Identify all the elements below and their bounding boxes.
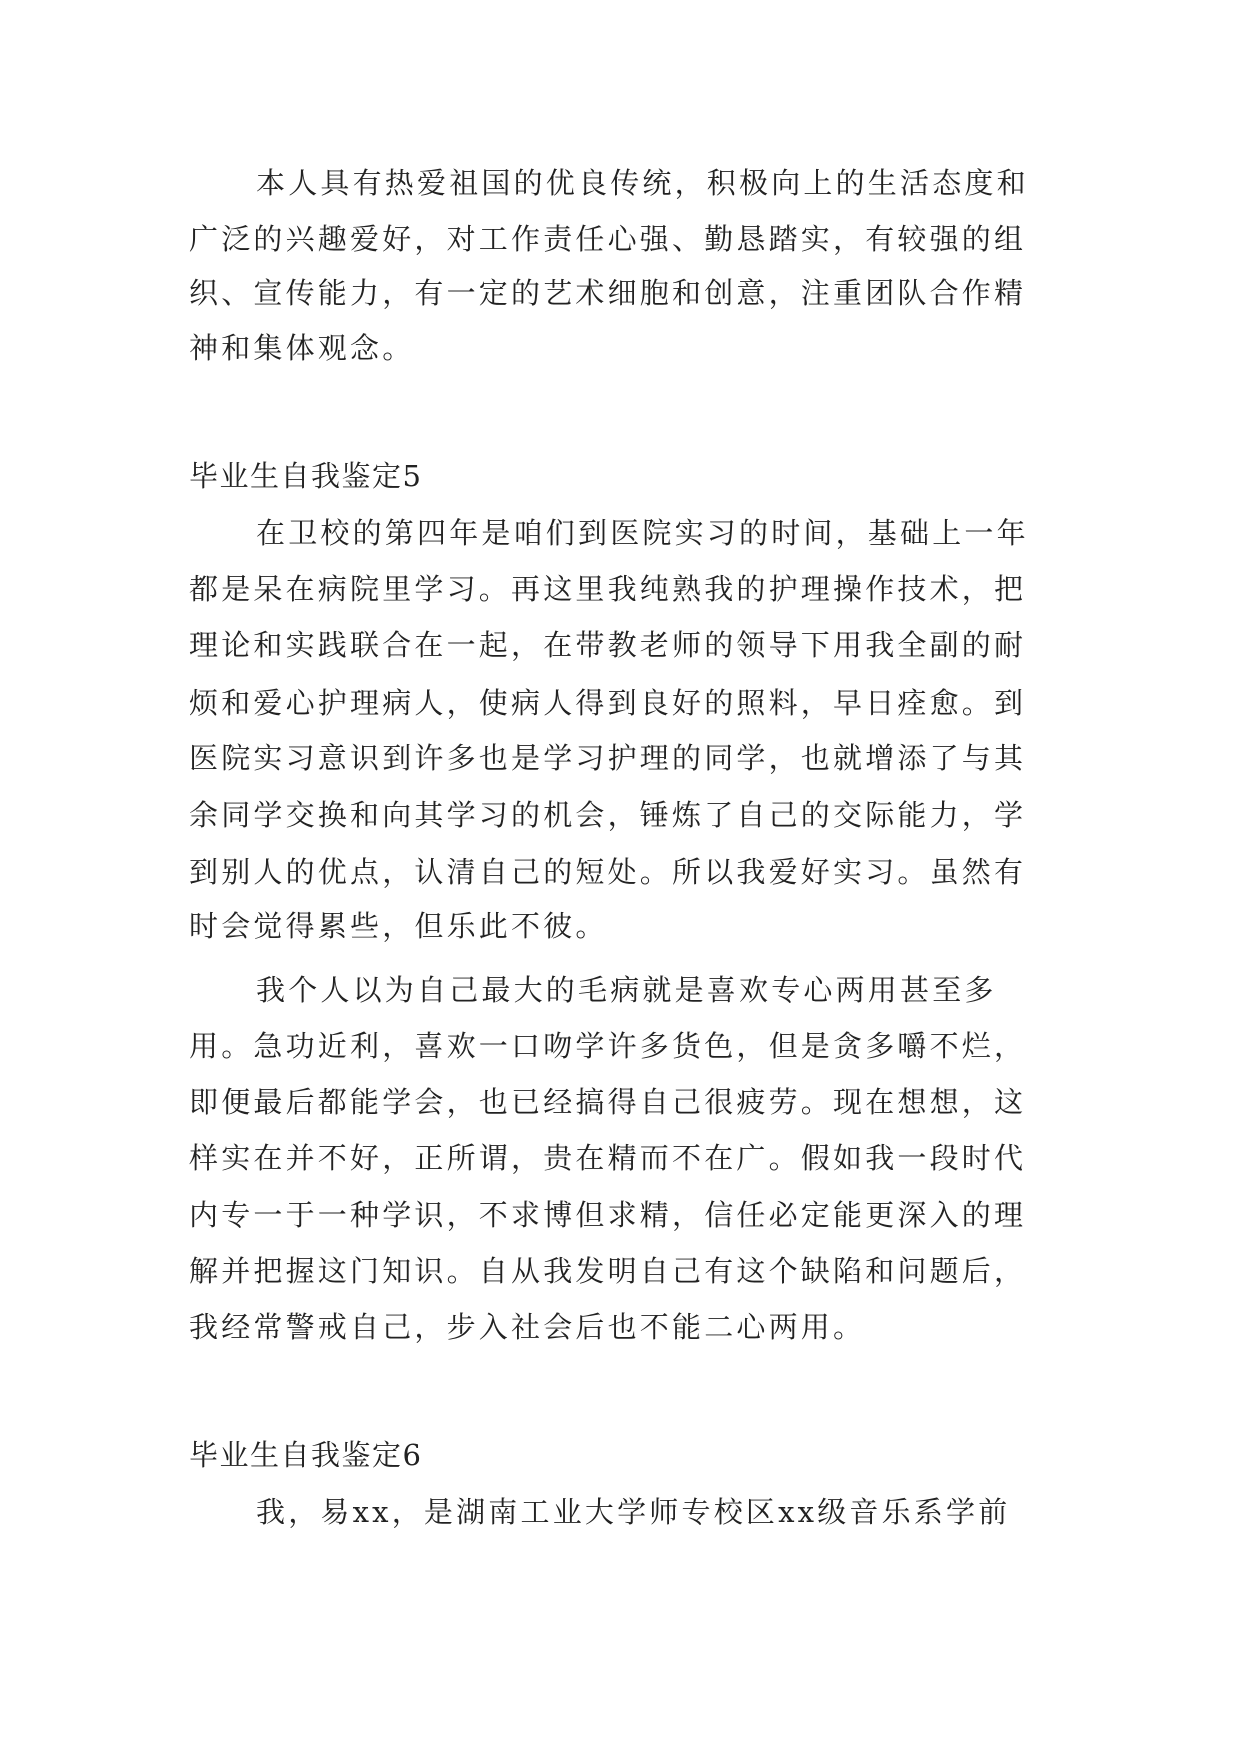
paragraph-line: 都是呆在病院里学习。再这里我纯熟我的护理操作技术，把: [189, 572, 1027, 606]
paragraph-line: 解并把握这门知识。自从我发明自己有这个缺陷和问题后，: [189, 1254, 1027, 1288]
paragraph-line: 用。急功近利，喜欢一口吻学许多货色，但是贪多嚼不烂，: [189, 1029, 1027, 1063]
paragraph-line: 我经常警戒自己，步入社会后也不能二心两用。: [189, 1310, 866, 1344]
paragraph-line: 本人具有热爱祖国的优良传统，积极向上的生活态度和: [256, 166, 1029, 200]
paragraph-line: 余同学交换和向其学习的机会，锤炼了自己的交际能力，学: [189, 798, 1027, 832]
paragraph-line: 神和集体观念。: [189, 331, 415, 365]
paragraph-line: 我，易xx，是湖南工业大学师专校区xx级音乐系学前: [256, 1495, 1011, 1529]
section-heading: 毕业生自我鉴定6: [189, 1438, 423, 1472]
paragraph-line: 在卫校的第四年是咱们到医院实习的时间，基础上一年: [256, 516, 1029, 550]
section-heading: 毕业生自我鉴定5: [189, 459, 423, 493]
paragraph-line: 我个人以为自己最大的毛病就是喜欢专心两用甚至多: [256, 973, 997, 1007]
paragraph-line: 即便最后都能学会，也已经搞得自己很疲劳。现在想想，这: [189, 1085, 1027, 1119]
paragraph-line: 医院实习意识到许多也是学习护理的同学，也就增添了与其: [189, 741, 1027, 775]
paragraph-line: 织、宣传能力，有一定的艺术细胞和创意，注重团队合作精: [189, 276, 1027, 310]
paragraph-line: 样实在并不好，正所谓，贵在精而不在广。假如我一段时代: [189, 1141, 1027, 1175]
paragraph-line: 内专一于一种学识，不求博但求精，信任必定能更深入的理: [189, 1198, 1027, 1232]
paragraph-line: 到别人的优点，认清自己的短处。所以我爱好实习。虽然有: [189, 855, 1027, 889]
paragraph-line: 烦和爱心护理病人，使病人得到良好的照料，早日痊愈。到: [189, 686, 1027, 720]
paragraph-line: 广泛的兴趣爱好，对工作责任心强、勤恳踏实，有较强的组: [189, 222, 1027, 256]
paragraph-line: 理论和实践联合在一起，在带教老师的领导下用我全副的耐: [189, 628, 1027, 662]
paragraph-line: 时会觉得累些，但乐此不彼。: [189, 909, 608, 943]
